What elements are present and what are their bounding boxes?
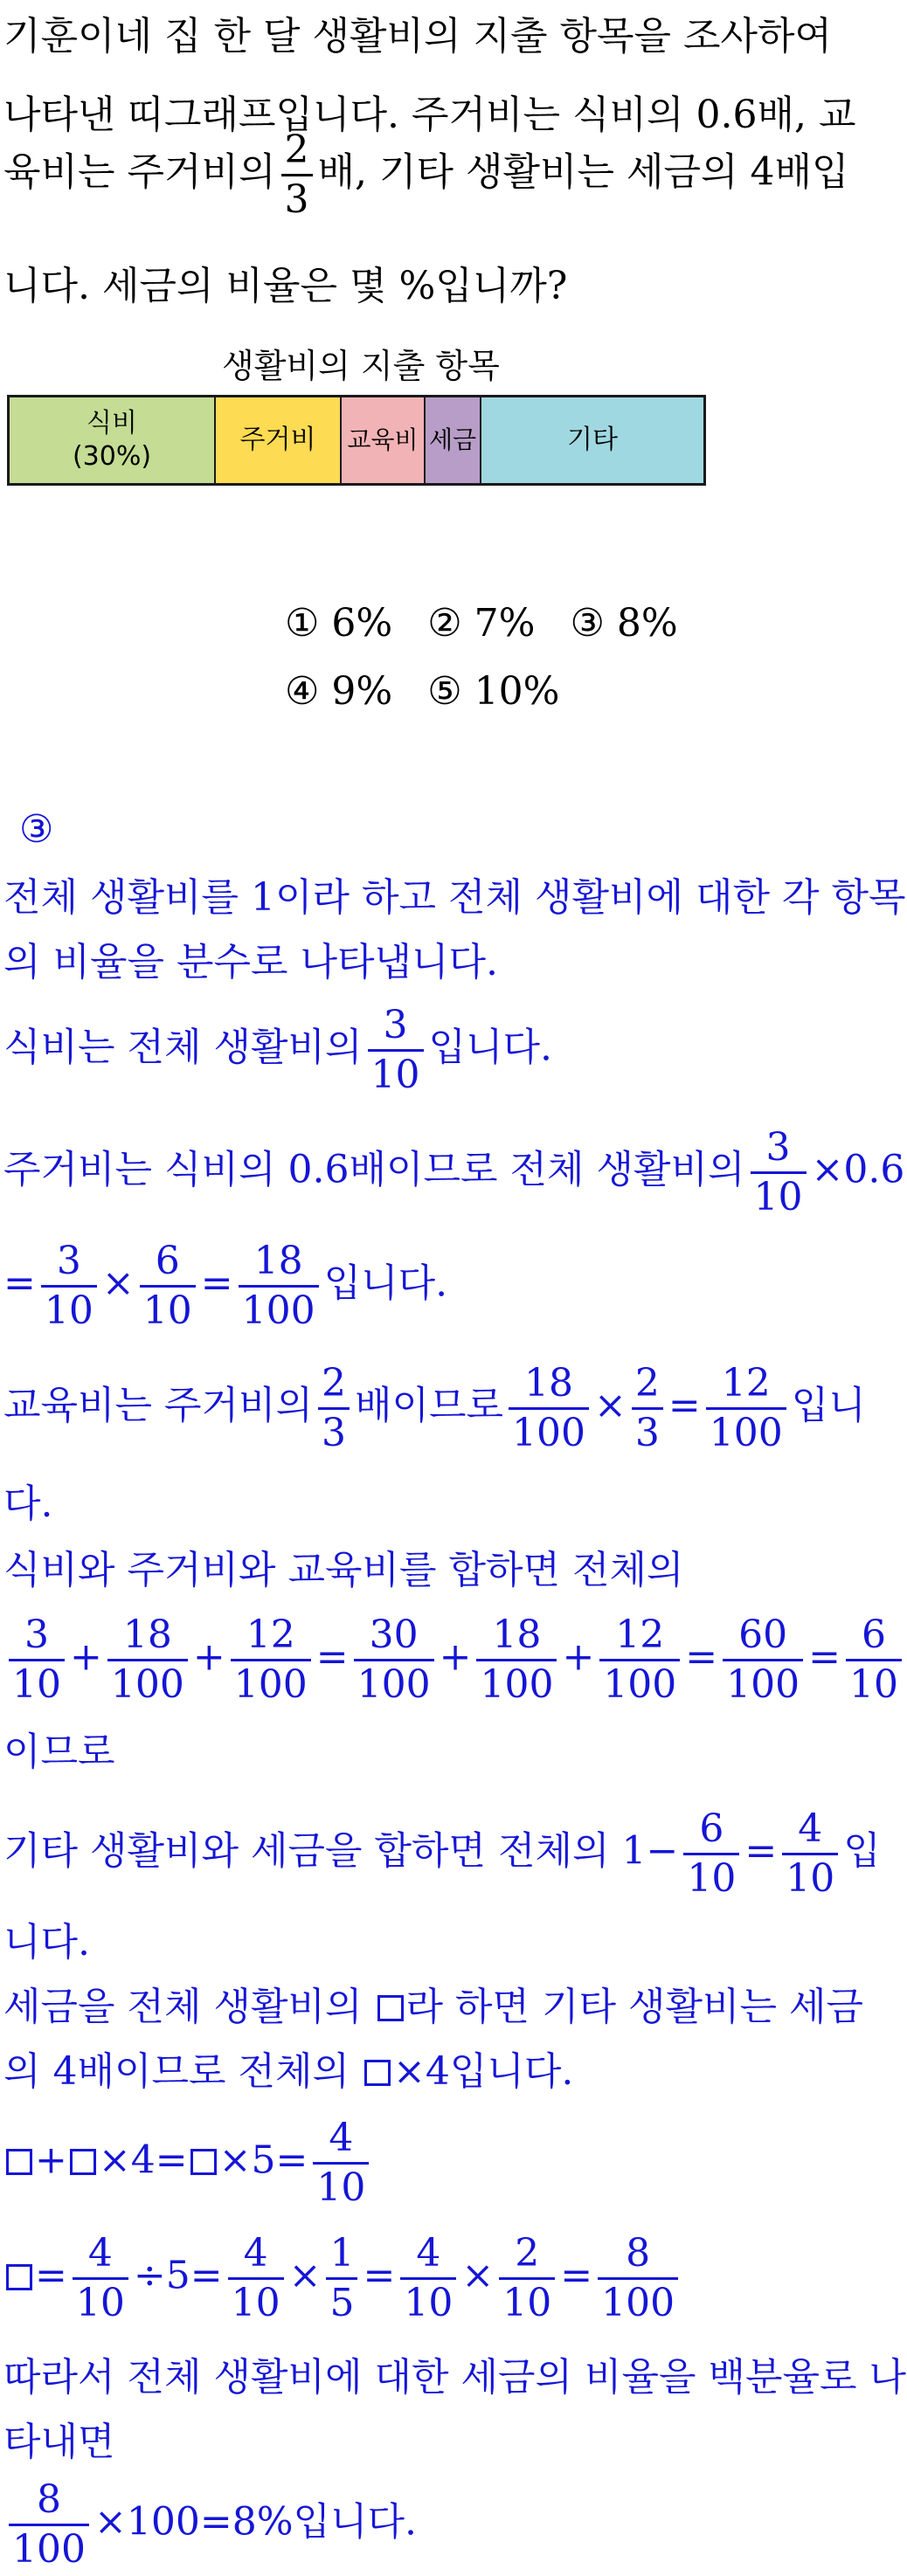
fraction: $\frac{12}{100}$ xyxy=(231,1614,311,1705)
box-symbol xyxy=(6,2149,32,2175)
segment-other: 기타 xyxy=(481,397,703,483)
fraction: $\frac{4}{10}$ xyxy=(73,2233,128,2324)
segment-education: 교육비 xyxy=(342,397,426,483)
solution-line-9: $\frac{3}{10}$ + $\frac{18}{100}$ + $\frac{12}{100}$ = $\frac{30}{100}$ + $\frac{18}{100}$ + $\frac{12}{100}$ = $\frac{60}{100}$ = $\frac{6}{10}$ xyxy=(3,1614,907,1705)
fraction: $\frac{4}{10}$ xyxy=(400,2233,456,2324)
fraction: $\frac{60}{100}$ xyxy=(723,1614,803,1705)
fraction: $\frac{18}{100}$ xyxy=(509,1363,589,1454)
fraction: $\frac{18}{100}$ xyxy=(107,1614,188,1705)
fraction: $\frac{3}{10}$ xyxy=(751,1127,807,1218)
solution-line-14: 의 4배이므로 전체의 ×4입니다. xyxy=(3,2049,574,2094)
band-graph xyxy=(7,395,706,486)
choices-row-2 xyxy=(285,669,582,714)
choice-3[interactable]: ③ 8% xyxy=(570,601,678,646)
fraction: $\frac{12}{100}$ xyxy=(706,1363,786,1454)
fraction: $\frac{3}{10}$ xyxy=(368,1005,424,1095)
fraction: $\frac{2}{3}$ xyxy=(318,1363,350,1454)
question-line-2: 나타낸 띠그래프입니다. 주거비는 식비의 0.6배, 교 xyxy=(3,93,856,137)
fraction: $\frac{3}{10}$ xyxy=(41,1240,97,1331)
solution-line-15: + ×4= ×5= $\frac{4}{10}$ xyxy=(3,2117,374,2208)
question-line-3: 육비는 주거비의 $\frac{2}{3}$ 배, 기타 생활비는 세금의 4배입 xyxy=(3,128,849,222)
choice-1[interactable]: ① 6% xyxy=(285,601,393,646)
solution-line-11: 기타 생활비와 세금을 합하면 전체의 1− $\frac{6}{10}$ = $\frac{4}{10}$ 입 xyxy=(3,1806,881,1901)
fraction: $\frac{8}{100}$ xyxy=(9,2479,89,2570)
box-symbol xyxy=(6,2264,32,2290)
choice-2[interactable]: ② 7% xyxy=(427,601,536,646)
segment-housing: 주거비 xyxy=(216,397,342,483)
fraction: $\frac{2}{3}$ xyxy=(281,129,313,220)
solution-line-6: 교육비는 주거비의 $\frac{2}{3}$ 배이므로 $\frac{18}{100}$ × $\frac{2}{3}$ = $\frac{12}{100}$ 입니 xyxy=(3,1361,866,1455)
fraction: $\frac{12}{100}$ xyxy=(599,1614,680,1705)
solution-line-5: = $\frac{3}{10}$ × $\frac{6}{10}$ = $\frac{18}{100}$ 입니다. xyxy=(3,1239,448,1333)
fraction: $\frac{18}{100}$ xyxy=(476,1614,557,1705)
fraction: $\frac{6}{10}$ xyxy=(140,1240,196,1331)
box-symbol xyxy=(377,1995,404,2021)
question-line-1: 기훈이네 집 한 달 생활비의 지출 항목을 조사하여 xyxy=(3,14,832,59)
fraction: $\frac{1}{5}$ xyxy=(326,2233,357,2324)
solution-line-16: = $\frac{4}{10}$ ÷5= $\frac{4}{10}$ × $\frac{1}{5}$ = $\frac{4}{10}$ × $\frac{2}{10}$ = $\frac{8}{100}$ xyxy=(3,2233,683,2324)
solution-line-13: 세금을 전체 생활비의 라 하면 기타 생활비는 세금 xyxy=(3,1985,864,2029)
solution-line-17: 따라서 전체 생활비에 대한 세금의 비율을 백분율로 나 xyxy=(3,2355,906,2400)
solution-line-2: 의 비율을 분수로 나타냅니다. xyxy=(3,940,498,984)
solution-line-8: 식비와 주거비와 교육비를 합하면 전체의 xyxy=(3,1548,684,1592)
solution-line-4: 주거비는 식비의 0.6배이므로 전체 생활비의 $\frac{3}{10}$ ×0.6 xyxy=(3,1125,905,1219)
question-line-4: 니다. 세금의 비율은 몇 %입니까? xyxy=(3,264,568,308)
box-symbol xyxy=(364,2060,391,2086)
fraction: $\frac{2}{3}$ xyxy=(632,1363,663,1454)
fraction: $\frac{4}{10}$ xyxy=(313,2117,369,2208)
fraction: $\frac{6}{10}$ xyxy=(683,1808,739,1899)
solution-line-12: 니다. xyxy=(3,1920,90,1965)
fraction: $\frac{4}{10}$ xyxy=(782,1808,838,1899)
fraction: $\frac{8}{100}$ xyxy=(598,2233,678,2324)
solution-line-1: 전체 생활비를 1이라 하고 전체 생활비에 대한 각 항목 xyxy=(3,875,906,920)
fraction: $\frac{2}{10}$ xyxy=(499,2233,555,2324)
fraction: $\frac{4}{10}$ xyxy=(228,2233,284,2324)
fraction: $\frac{3}{10}$ xyxy=(9,1614,65,1705)
box-symbol xyxy=(70,2149,96,2175)
choice-4[interactable]: ④ 9% xyxy=(285,669,393,714)
fraction: $\frac{30}{100}$ xyxy=(354,1614,434,1705)
choice-5[interactable]: ⑤ 10% xyxy=(427,669,560,714)
answer-mark: ③ xyxy=(19,807,54,852)
solution-line-3: 식비는 전체 생활비의 $\frac{3}{10}$ 입니다. xyxy=(3,1003,553,1097)
segment-tax: 세금 xyxy=(426,397,481,483)
fraction: $\frac{6}{10}$ xyxy=(846,1614,902,1705)
solution-line-10: 이므로 xyxy=(3,1730,115,1774)
box-symbol xyxy=(190,2149,217,2175)
choices-row-1 xyxy=(285,601,701,646)
graph-title: 생활비의 지출 항목 xyxy=(222,347,500,385)
solution-line-18: 타내면 xyxy=(3,2420,115,2464)
segment-food: 식비 (30%) xyxy=(10,397,216,483)
fraction: $\frac{18}{100}$ xyxy=(239,1240,319,1331)
solution-line-19: $\frac{8}{100}$ ×100=8%입니다. xyxy=(3,2479,417,2570)
solution-line-7: 다. xyxy=(3,1481,53,1526)
